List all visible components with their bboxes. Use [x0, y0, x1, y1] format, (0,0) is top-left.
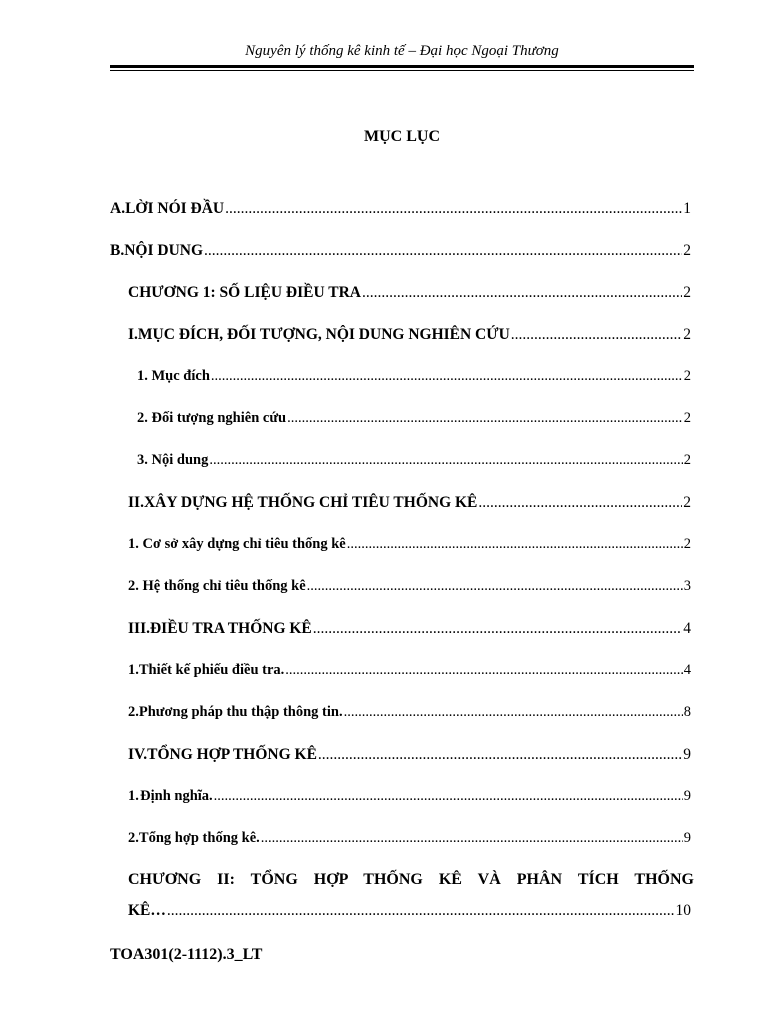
toc-entry[interactable] [137, 410, 691, 430]
toc-leader [211, 368, 683, 385]
toc-leader [318, 746, 682, 764]
toc-entry[interactable] [128, 578, 691, 598]
toc-entry-page: 8 [683, 704, 691, 720]
toc-entry-number: B. [110, 242, 125, 259]
toc-leader [167, 902, 675, 920]
toc-entry[interactable] [128, 746, 691, 766]
toc-entry-label: 2. Hệ thống chỉ tiêu thống kê [128, 578, 306, 594]
toc-entry-page: 2 [683, 326, 691, 343]
toc-leader [347, 536, 683, 553]
toc-entry-label: Định nghĩa. [140, 788, 213, 804]
toc-entry[interactable] [128, 830, 691, 850]
toc-entry-page: 1 [683, 200, 691, 217]
toc-leader [511, 326, 682, 344]
toc-entry-label: NỘI DUNG [124, 242, 204, 259]
toc-entry[interactable] [110, 200, 691, 220]
toc-entry-number: 2. [128, 830, 139, 846]
toc-leader [209, 452, 682, 469]
toc-entry[interactable] [128, 326, 691, 346]
toc-leader [261, 830, 683, 847]
toc-entry-number: III. [128, 620, 150, 637]
toc-entry[interactable] [128, 662, 691, 682]
toc-entry-label: LỜI NÓI ĐẦU [125, 200, 225, 217]
toc-leader [214, 788, 683, 805]
toc-entry-label: Phương pháp thu thập thông tin. [138, 704, 343, 720]
toc-leader [313, 620, 682, 638]
toc-leader [307, 578, 683, 595]
toc-entry-page: 2 [683, 368, 691, 384]
toc-leader [362, 284, 682, 302]
toc-entry[interactable] [128, 704, 691, 724]
toc-entry[interactable] [128, 902, 691, 922]
toc-entry-page: 9 [683, 788, 691, 804]
toc-entry-label: ĐIỀU TRA THỐNG KÊ [149, 620, 312, 637]
toc-entry-number: 2. [128, 704, 139, 720]
toc-entry-page: 2 [683, 242, 691, 259]
toc-leader [344, 704, 683, 721]
toc-entry-number: 1. [128, 788, 139, 804]
toc-entry-label: MỤC ĐÍCH, ĐỐI TƯỢNG, NỘI DUNG NGHIÊN CỨU [137, 326, 510, 343]
toc-entry-page: 10 [675, 902, 691, 919]
toc-entry-label: CHƯƠNG 1: SỐ LIỆU ĐIỀU TRA [128, 284, 361, 301]
toc-entry-number: I. [128, 326, 138, 343]
toc-entry-label: TỔNG HỢP THỐNG KÊ [147, 746, 317, 763]
toc-entry-page: 9 [683, 746, 691, 763]
toc-entry-page: 2 [683, 410, 691, 426]
toc-entry-label: 1. Cơ sở xây dựng chỉ tiêu thống kê [128, 536, 346, 552]
toc-entry-label: Tổng hợp thống kê. [138, 830, 260, 846]
toc-entry-label: KÊ… [128, 902, 166, 919]
toc-leader [225, 200, 682, 218]
toc-entry-label: Thiết kế phiếu điều tra. [138, 662, 285, 678]
page-header: Nguyên lý thống kê kinh tế – Đại học Ngoại Thương [245, 43, 559, 59]
toc-entry[interactable] [110, 242, 691, 262]
toc-entry-label: 3. Nội dung [137, 452, 209, 468]
toc-entry-number: IV. [128, 746, 148, 763]
toc-entry[interactable] [128, 536, 691, 556]
toc-leader [478, 494, 682, 512]
toc-entry-page: 4 [683, 662, 691, 678]
toc-entry-label: 1. Mục đích [137, 368, 210, 384]
toc-entry-label: XÂY DỰNG HỆ THỐNG CHỈ TIÊU THỐNG KÊ [143, 494, 478, 511]
header-rule-thin [110, 70, 694, 71]
toc-chapter2-line1[interactable]: CHƯƠNG II: TỔNG HỢP THỐNG KÊ VÀ PHÂN TÍCH THỐNG [128, 871, 694, 888]
toc-entry[interactable] [137, 368, 691, 388]
toc-entry[interactable] [137, 452, 691, 472]
toc-entry[interactable] [128, 620, 691, 640]
toc-entry-page: 9 [683, 830, 691, 846]
toc-entry-number: II. [128, 494, 144, 511]
page-footer: TOA301(2-1112).3_LT [110, 946, 263, 963]
toc-entry-page: 3 [683, 578, 691, 594]
toc-entry[interactable] [128, 494, 691, 514]
toc-entry-page: 2 [683, 536, 691, 552]
toc-entry-page: 4 [683, 620, 691, 637]
toc-entry[interactable] [128, 788, 691, 808]
toc-entry[interactable] [128, 284, 691, 304]
toc-title: MỤC LỤC [364, 128, 440, 145]
header-rule-thick [110, 65, 694, 68]
toc-entry-number: A. [110, 200, 126, 217]
toc-entry-number: 1. [128, 662, 139, 678]
toc-leader [285, 662, 682, 679]
toc-leader [287, 410, 683, 427]
toc-entry-page: 2 [683, 494, 691, 511]
toc-entry-page: 2 [683, 452, 691, 468]
toc-leader [204, 242, 682, 260]
toc-entry-label: 2. Đối tượng nghiên cứu [137, 410, 287, 426]
toc-entry-page: 2 [683, 284, 691, 301]
